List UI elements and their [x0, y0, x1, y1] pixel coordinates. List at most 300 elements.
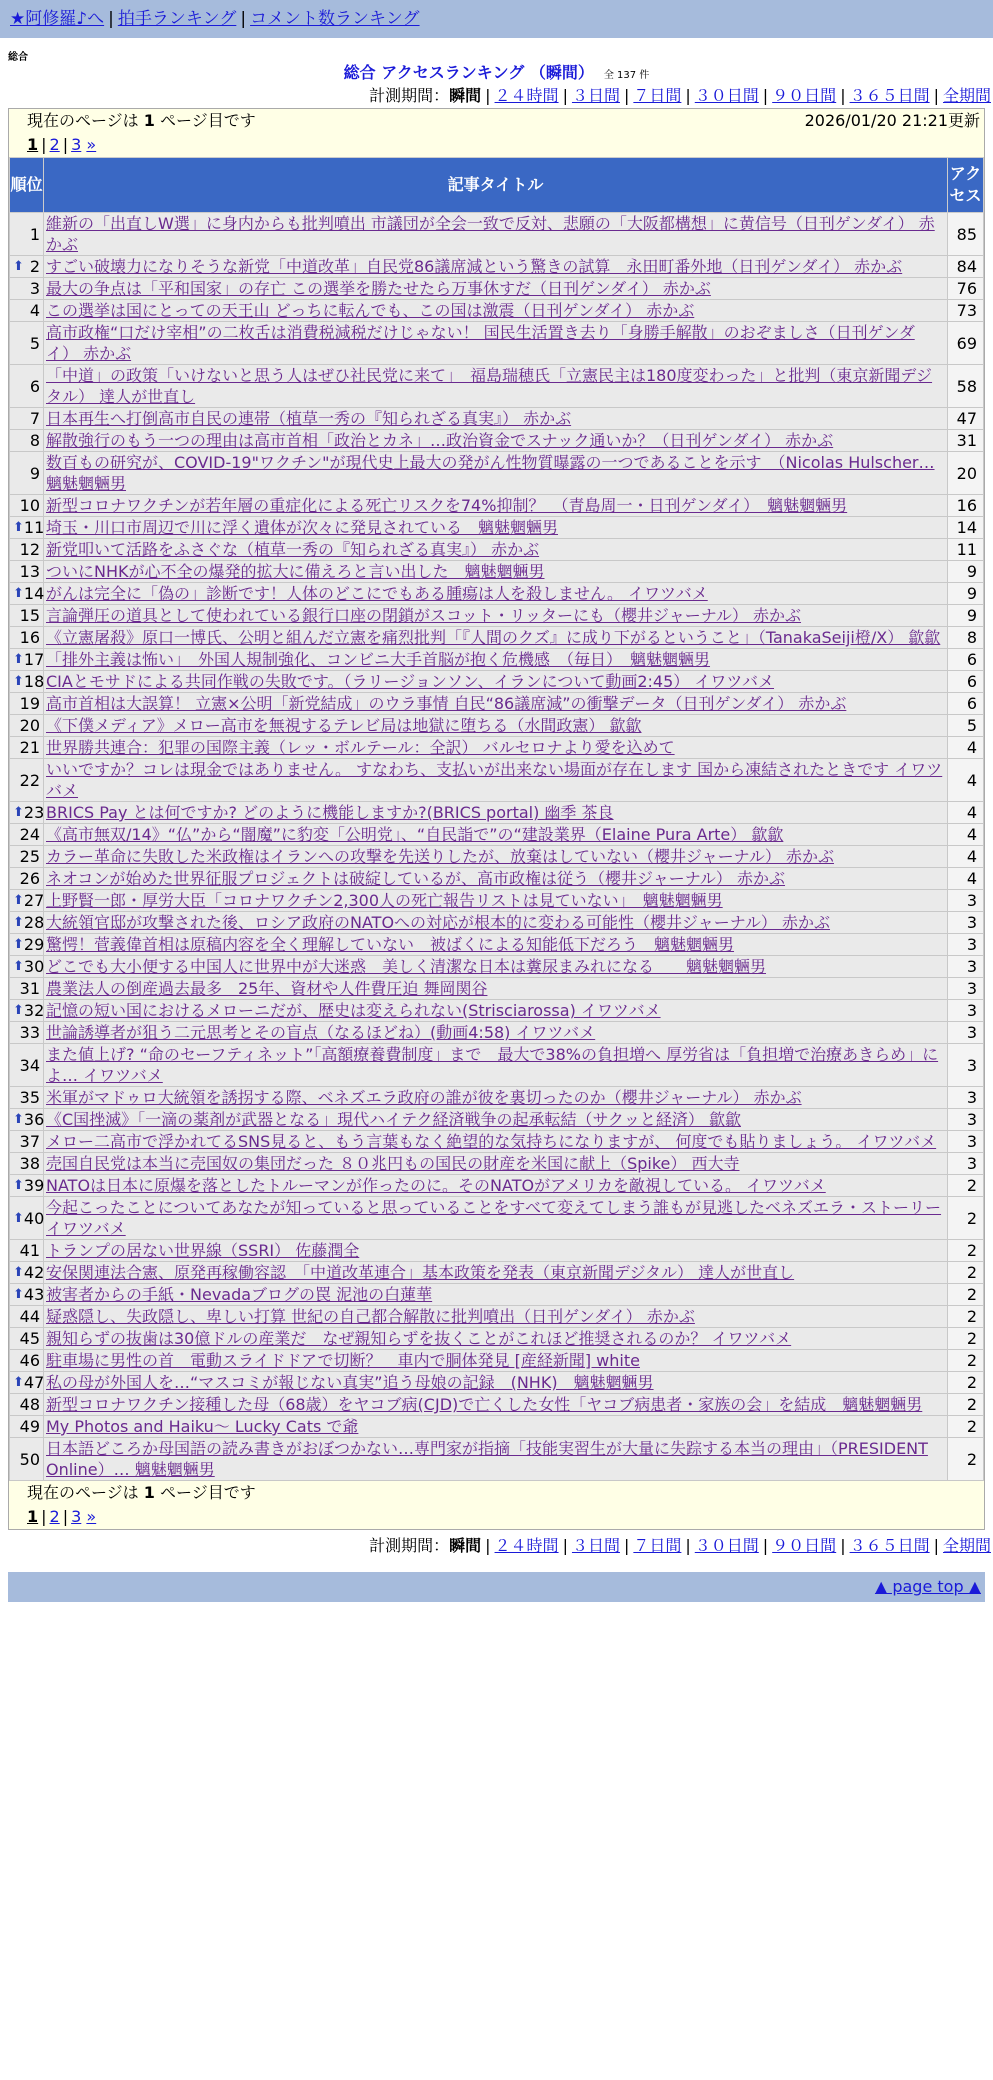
pager-page-link[interactable]: 3	[71, 135, 82, 154]
title-cell	[44, 365, 948, 408]
ranking-heading	[0, 62, 993, 84]
header-rank: 順位	[10, 158, 44, 213]
rank-cell	[10, 1109, 44, 1131]
title-cell	[44, 1087, 948, 1109]
period-option-link[interactable]: ９０日間	[772, 86, 837, 105]
article-link[interactable]: 米軍がマドゥロ大統領を誘拐する際、ベネズエラ政府の誰が彼を裏切ったのか（櫻井ジャーナル） 赤かぶ	[46, 1088, 802, 1107]
table-row	[10, 213, 984, 256]
title-cell	[44, 978, 948, 1000]
rank-number: 39	[23, 1176, 45, 1195]
rank-up-arrow-icon: ⬆	[13, 1178, 24, 1193]
rank-cell	[10, 213, 44, 256]
access-count: 3	[948, 956, 984, 978]
rank-number: 45	[19, 1329, 40, 1348]
title-cell	[44, 715, 948, 737]
title-cell	[44, 408, 948, 430]
title-cell	[44, 1240, 948, 1262]
period-option-link[interactable]: ７日間	[633, 86, 682, 105]
table-row	[10, 1394, 984, 1416]
article-link[interactable]: 最大の争点は「平和国家」の存亡 この選挙を勝たせたら万事休すだ（日刊ゲンダイ） 赤かぶ	[46, 279, 711, 298]
table-row	[10, 365, 984, 408]
period-option-link[interactable]: ７日間	[633, 1536, 682, 1555]
rank-cell	[10, 1000, 44, 1022]
rank-number: 14	[23, 584, 45, 603]
period-option-link[interactable]: ３０日間	[694, 1536, 759, 1555]
access-count: 4	[948, 802, 984, 824]
rank-number: 19	[19, 694, 40, 713]
rank-up-arrow-icon: ⬆	[13, 1375, 24, 1390]
title-cell	[44, 605, 948, 627]
article-link[interactable]: 記憶の短い国におけるメローニだが、歴史は変えられない(Strisciarossa) イワツバメ	[46, 1001, 661, 1020]
comment-ranking-link[interactable]: コメント数ランキング	[250, 9, 420, 29]
period-option-link[interactable]: ３６５日間	[849, 1536, 930, 1555]
access-count: 2	[948, 1372, 984, 1394]
access-count: 3	[948, 1109, 984, 1131]
table-row	[10, 1197, 984, 1240]
rank-number: 38	[19, 1154, 40, 1173]
rank-number: 18	[23, 672, 45, 691]
access-count: 20	[948, 452, 984, 495]
article-link[interactable]: どこでも大小便する中国人に世界中が大迷惑 美しく清潔な日本は糞尿まみれになる 魑魅魍魎男	[46, 957, 767, 976]
access-count: 3	[948, 934, 984, 956]
table-row	[10, 495, 984, 517]
title-cell	[44, 517, 948, 539]
access-count: 3	[948, 1044, 984, 1087]
period-option-link[interactable]: 全期間	[942, 86, 991, 105]
access-count: 3	[948, 912, 984, 934]
rank-up-arrow-icon: ⬆	[13, 586, 24, 601]
period-separator: |	[840, 86, 846, 105]
title-cell	[44, 1262, 948, 1284]
table-row	[10, 1438, 984, 1481]
rank-up-arrow-icon: ⬆	[13, 893, 24, 908]
article-link[interactable]: 新党叩いて活路をふさぐな（植草一秀の『知られざる真実』） 赤かぶ	[46, 540, 540, 559]
rank-number: 5	[29, 333, 40, 353]
title-cell	[44, 1350, 948, 1372]
article-link[interactable]: 世論誘導者が狙う二元思考とその盲点（なるほどね）(動画4:58) イワツバメ	[46, 1023, 596, 1042]
article-link[interactable]: ネオコンが始めた世界征服プロジェクトは破綻しているが、高市政権は従う（櫻井ジャーナル） 赤かぶ	[46, 869, 786, 888]
article-link[interactable]: 大統領官邸が攻撃された後、ロシア政府のNATOへの対応が根本的に変わる可能性（櫻井ジャーナル） 赤かぶ	[46, 913, 831, 932]
access-count: 3	[948, 890, 984, 912]
rank-number: 10	[19, 496, 40, 515]
period-option-link[interactable]: ９０日間	[772, 1536, 837, 1555]
article-link[interactable]: 売国自民党は本当に売国奴の集団だった ８０兆円もの国民の財産を米国に献上（Spike） 西大寺	[46, 1154, 740, 1173]
period-selector	[0, 84, 993, 108]
article-link[interactable]: 上野賢一郎・厚労大臣「コロナワクチン2,300人の死亡報告リストは見ていない」 魑魅魍魎男	[46, 891, 723, 910]
title-cell	[44, 1306, 948, 1328]
rank-up-arrow-icon: ⬆	[13, 805, 24, 820]
table-row	[10, 759, 984, 802]
rank-number: 33	[19, 1023, 40, 1042]
access-count: 3	[948, 1022, 984, 1044]
title-cell	[44, 1000, 948, 1022]
rank-cell	[10, 1044, 44, 1087]
table-row	[10, 1328, 984, 1350]
title-cell	[44, 1394, 948, 1416]
access-count: 4	[948, 824, 984, 846]
rank-up-arrow-icon: ⬆	[13, 520, 24, 535]
table-row	[10, 322, 984, 365]
period-option-link[interactable]: ２４時間	[494, 1536, 559, 1555]
rank-cell	[10, 1022, 44, 1044]
rank-up-arrow-icon: ⬆	[13, 259, 24, 274]
rank-number: 36	[23, 1110, 45, 1129]
rank-cell	[10, 1131, 44, 1153]
access-count: 4	[948, 737, 984, 759]
article-link[interactable]: いいですか？コレは現金ではありません。 すなわち、支払いが出来ない場面が存在します 国から凍結されたときです イワツバメ	[46, 760, 943, 800]
access-count: 6	[948, 649, 984, 671]
access-count: 2	[948, 1197, 984, 1240]
rank-number: 4	[29, 301, 40, 320]
table-row	[10, 1284, 984, 1306]
table-row	[10, 256, 984, 278]
rank-cell	[10, 1328, 44, 1350]
rank-cell	[10, 1175, 44, 1197]
rank-number: 34	[19, 1055, 40, 1075]
access-count: 31	[948, 430, 984, 452]
article-link[interactable]: CIAとモサドによる共同作戦の失敗です。（ラリージョンソン、イランについて動画2:45） イワツバメ	[46, 672, 775, 691]
page-text-prefix: 現在のページは	[27, 1483, 144, 1502]
rank-cell	[10, 956, 44, 978]
period-option-link[interactable]: ２４時間	[494, 86, 559, 105]
table-row	[10, 934, 984, 956]
rank-cell	[10, 802, 44, 824]
article-link[interactable]: NATOは日本に原爆を落としたトルーマンが作ったのに。そのNATOがアメリカを敵視している。 イワツバメ	[46, 1176, 826, 1195]
table-row	[10, 978, 984, 1000]
period-option-link[interactable]: ３６５日間	[849, 86, 930, 105]
title-cell	[44, 539, 948, 561]
rank-number: 12	[19, 540, 40, 559]
article-link[interactable]: ついにNHKが心不全の爆発的拡大に備えろと言い出した 魑魅魍魎男	[46, 562, 545, 581]
article-link[interactable]: 《下僕メディア》メロー高市を無視するテレビ局は地獄に堕ちる（水間政憲） 歙歙	[46, 716, 642, 735]
table-row	[10, 890, 984, 912]
title-cell	[44, 1372, 948, 1394]
period-separator: |	[485, 1536, 491, 1555]
table-row	[10, 278, 984, 300]
rank-number: 27	[23, 891, 45, 910]
table-row	[10, 649, 984, 671]
rank-number: 46	[19, 1351, 40, 1370]
rank-number: 40	[23, 1208, 45, 1228]
page-text-suffix: ページ目です	[154, 111, 256, 130]
period-label: 計測期間：	[369, 1536, 450, 1555]
rank-cell	[10, 978, 44, 1000]
article-link[interactable]: メロー二高市で浮かれてるSNS見ると、もう言葉もなく絶望的な気持ちになりますが、 何度でも貼りましょう。 イワツバメ	[46, 1132, 937, 1151]
title-cell	[44, 300, 948, 322]
rank-up-arrow-icon: ⬆	[13, 1003, 24, 1018]
rank-number: 28	[23, 913, 45, 932]
table-row	[10, 1153, 984, 1175]
table-row	[10, 1350, 984, 1372]
period-separator: |	[840, 1536, 846, 1555]
rank-cell	[10, 824, 44, 846]
article-link[interactable]: 疑惑隠し、失政隠し、卑しい打算 世紀の自己都合解散に批判噴出（日刊ゲンダイ） 赤かぶ	[46, 1307, 695, 1326]
table-row	[10, 1240, 984, 1262]
article-link[interactable]: 《高市無双/14》“仏”から“闇魔”に豹変「公明党」、“自民詣で”の“建設業界（Elaine Pura Arte） 歙歙	[46, 825, 784, 844]
title-cell	[44, 452, 948, 495]
page-text-suffix: ページ目です	[154, 1483, 256, 1502]
pager-page-link[interactable]: 2	[49, 1507, 60, 1526]
rank-cell	[10, 846, 44, 868]
article-link[interactable]: BRICS Pay とは何ですか? どのように機能しますか?(BRICS portal) 幽季 茶良	[46, 803, 614, 822]
table-row	[10, 737, 984, 759]
rank-number: 20	[19, 716, 40, 735]
header-access: アク セス	[948, 158, 984, 213]
access-count: 8	[948, 627, 984, 649]
rank-cell	[10, 1284, 44, 1306]
article-link[interactable]: 「排外主義は怖い」 外国人規制強化、コンビニ大手首脳が抱く危機感 （毎日） 魑魅魍魎男	[46, 650, 711, 669]
access-count: 69	[948, 322, 984, 365]
article-link[interactable]: 安保関連法合憲、原発再稼働容認 「中道改革連合」基本政策を発表（東京新聞デジタル） 達人が世直し	[46, 1263, 795, 1282]
article-link[interactable]: 新型コロナワクチンが若年層の重症化による死亡リスクを74%抑制？ （青島周一・日刊ゲンダイ） 魑魅魍魎男	[46, 496, 848, 515]
rank-number: 43	[23, 1285, 45, 1304]
title-cell	[44, 824, 948, 846]
rank-up-arrow-icon: ⬆	[13, 959, 24, 974]
clap-ranking-link[interactable]: 拍手ランキング	[117, 9, 237, 29]
pager-current-page: 1	[27, 1507, 39, 1526]
period-option-link[interactable]: ３日間	[571, 1536, 620, 1555]
page-top-link[interactable]: ▲ page top ▲	[874, 1577, 981, 1596]
access-count: 9	[948, 561, 984, 583]
period-label: 計測期間：	[369, 86, 450, 105]
period-option-current: 瞬間	[449, 1536, 482, 1555]
table-row	[10, 517, 984, 539]
table-row	[10, 1262, 984, 1284]
rank-up-arrow-icon: ⬆	[13, 1287, 24, 1302]
article-link[interactable]: 日本再生へ打倒高市自民の連帯（植草一秀の『知られざる真実』） 赤かぶ	[46, 409, 572, 428]
rank-up-arrow-icon: ⬆	[13, 915, 24, 930]
rank-cell	[10, 649, 44, 671]
rank-number: 48	[19, 1395, 40, 1414]
pager-next-link[interactable]: »	[86, 135, 97, 154]
access-count: 2	[948, 1175, 984, 1197]
rank-cell	[10, 737, 44, 759]
rank-number: 13	[19, 562, 40, 581]
rank-cell	[10, 868, 44, 890]
rank-cell	[10, 759, 44, 802]
access-count: 4	[948, 868, 984, 890]
pager-next-link[interactable]: »	[86, 1507, 97, 1526]
table-row	[10, 539, 984, 561]
pager-separator: |	[41, 135, 47, 154]
rank-number: 7	[29, 409, 40, 428]
category-label: 総合	[8, 52, 28, 63]
article-link[interactable]: 新型コロナワクチン接種した母（68歳）をヤコブ病(CJD)で亡くした女性「ヤコブ病患者・家族の会」を結成 魑魅魍魎男	[46, 1395, 923, 1414]
rank-cell	[10, 1197, 44, 1240]
table-row	[10, 1109, 984, 1131]
article-link[interactable]: 世界勝共連合：犯罪の国際主義（レッ・ボルテール：全訳） バルセロナより愛を込めて	[46, 738, 675, 757]
table-row	[10, 627, 984, 649]
rank-cell	[10, 1394, 44, 1416]
table-row	[10, 1175, 984, 1197]
access-count: 16	[948, 495, 984, 517]
access-count: 3	[948, 1153, 984, 1175]
rank-cell	[10, 1087, 44, 1109]
rank-up-arrow-icon: ⬆	[13, 674, 24, 689]
rank-cell	[10, 1416, 44, 1438]
rank-number: 44	[19, 1307, 40, 1326]
access-count: 2	[948, 1306, 984, 1328]
table-row	[10, 715, 984, 737]
article-link[interactable]: 高市政権“口だけ宰相”の二枚舌は消費税減税だけじゃない！ 国民生活置き去り「身勝手解散」のおぞましさ（日刊ゲンダイ） 赤かぶ	[46, 323, 915, 363]
ranking-title: 総合 アクセスランキング （瞬間）	[343, 63, 594, 82]
ranking-panel	[8, 108, 985, 1530]
rank-number: 35	[19, 1088, 40, 1107]
table-row	[10, 693, 984, 715]
title-cell	[44, 322, 948, 365]
title-cell	[44, 1438, 948, 1481]
rank-number: 49	[19, 1417, 40, 1436]
access-count: 2	[948, 1438, 984, 1481]
period-option-link[interactable]: ３０日間	[694, 86, 759, 105]
period-separator: |	[623, 86, 630, 105]
table-row	[10, 561, 984, 583]
article-link[interactable]: 言論弾圧の道具として使われている銀行口座の閉鎖がスコット・リッターにも（櫻井ジャーナル） 赤かぶ	[46, 606, 802, 625]
title-cell	[44, 759, 948, 802]
article-link[interactable]: 維新の「出直しW選」に身内からも批判噴出 市議団が全会一致で反対、悲願の「大阪都構想」に黄信号（日刊ゲンダイ） 赤かぶ	[46, 214, 935, 254]
access-count: 9	[948, 583, 984, 605]
title-cell	[44, 956, 948, 978]
access-count: 85	[948, 213, 984, 256]
title-cell	[44, 1416, 948, 1438]
rank-cell	[10, 322, 44, 365]
article-link[interactable]: また値上げ? “命のセーフティネット”「高額療養費制度」まで 最大で38%の負担増へ 厚労省は「負担増で治療あきらめ」によ… イワツバメ	[46, 1045, 939, 1085]
rank-number: 41	[19, 1241, 40, 1260]
article-link[interactable]: 解散強行のもう一つの理由は高市首相「政治とカネ」…政治資金でスナック通いか？（日刊ゲンダイ） 赤かぶ	[46, 431, 834, 450]
title-cell	[44, 1131, 948, 1153]
title-cell	[44, 495, 948, 517]
article-link[interactable]: 埼玉・川口市周辺で川に浮く遺体が次々に発見されている 魑魅魍魎男	[46, 518, 559, 537]
pager-page-link[interactable]: 3	[71, 1507, 82, 1526]
title-cell	[44, 1044, 948, 1087]
rank-number: 6	[29, 376, 40, 396]
article-link[interactable]: 驚愕！菅義偉首相は原稿内容を全く理解していない 被ばくによる知能低下だろう 魑魅魍魎男	[46, 935, 735, 954]
table-row	[10, 912, 984, 934]
article-link[interactable]: 駐車場に男性の首 電動スライドドアで切断？ 車内で胴体発見 [産経新聞] white	[46, 1351, 640, 1370]
access-count: 14	[948, 517, 984, 539]
article-link[interactable]: 《C国挫滅》「一滴の薬剤が武器となる」現代ハイテク経済戦争の起承転結（サクッと経済） 歙歙	[46, 1110, 741, 1129]
table-row	[10, 583, 984, 605]
home-link[interactable]: ★阿修羅♪へ	[10, 9, 105, 29]
rank-cell	[10, 430, 44, 452]
rank-cell	[10, 1438, 44, 1481]
title-cell	[44, 1175, 948, 1197]
title-cell	[44, 1022, 948, 1044]
table-row	[10, 1416, 984, 1438]
table-header-row	[10, 158, 984, 213]
page-info-bottom	[9, 1481, 984, 1505]
article-link[interactable]: トランプの居ない世界線（SSRI） 佐藤潤全	[46, 1241, 360, 1260]
pager	[9, 133, 984, 157]
rank-cell	[10, 1372, 44, 1394]
title-cell	[44, 693, 948, 715]
rank-cell	[10, 517, 44, 539]
article-link[interactable]: 数百もの研究が、COVID-19"ワクチン"が現代史上最大の発がん性物質曝露の一つであることを示す （Nicolas Hulscher… 魑魅魍魎男	[46, 453, 935, 493]
access-count: 2	[948, 1240, 984, 1262]
article-link[interactable]: 私の母が外国人を…“マスコミが報じない真実”追う母娘の記録 (NHK) 魑魅魍魎男	[46, 1373, 654, 1392]
article-link[interactable]: この選挙は国にとっての天王山 どっちに転んでも、この国は激震（日刊ゲンダイ） 赤かぶ	[46, 301, 695, 320]
table-row	[10, 1044, 984, 1087]
article-link[interactable]: 被害者からの手紙・Nevadaブログの罠 泥池の白蓮華	[46, 1285, 433, 1304]
period-option-link[interactable]: 全期間	[942, 1536, 991, 1555]
access-count: 2	[948, 1394, 984, 1416]
title-cell	[44, 890, 948, 912]
pager-current-page: 1	[27, 135, 39, 154]
title-cell	[44, 278, 948, 300]
rank-number: 15	[19, 606, 40, 625]
rank-cell	[10, 1306, 44, 1328]
nav-separator: |	[108, 9, 114, 29]
rank-cell	[10, 365, 44, 408]
rank-number: 23	[23, 803, 45, 822]
rank-cell	[10, 934, 44, 956]
access-count: 2	[948, 1416, 984, 1438]
article-link[interactable]: 日本語どころか母国語の読み書きがおぼつかない…専門家が指摘「技能実習生が大量に失踪する本当の理由」（PRESIDENT Online）… 魑魅魍魎男	[46, 1439, 928, 1479]
article-link[interactable]: 今起こったことについてあなたが知っていると思っていることをすべて変えてしまう誰もが見逃したベネズエラ・ストーリー イワツバメ	[46, 1198, 942, 1238]
period-separator: |	[762, 1536, 769, 1555]
title-cell	[44, 1153, 948, 1175]
table-row	[10, 824, 984, 846]
current-page-number: 1	[143, 1483, 155, 1502]
table-row	[10, 1000, 984, 1022]
rank-cell	[10, 583, 44, 605]
article-link[interactable]: がんは完全に「偽の」診断です！人体のどこにでもある腫瘍は人を殺しません。 イワツバメ	[46, 584, 708, 603]
table-row	[10, 1022, 984, 1044]
access-count: 5	[948, 715, 984, 737]
article-link[interactable]: 高市首相は大誤算！ 立憲×公明「新党結成」のウラ事情 自民“86議席減”の衝撃データ（日刊ゲンダイ） 赤かぶ	[46, 694, 847, 713]
title-cell	[44, 1109, 948, 1131]
pager-separator: |	[62, 1507, 69, 1526]
rank-up-arrow-icon: ⬆	[13, 652, 24, 667]
rank-up-arrow-icon: ⬆	[13, 1265, 24, 1280]
period-option-link[interactable]: ３日間	[571, 86, 620, 105]
period-separator: |	[933, 86, 939, 105]
article-link[interactable]: My Photos and Haiku〜 Lucky Cats で爺	[46, 1417, 359, 1436]
article-link[interactable]: 農業法人の倒産過去最多 25年、資材や人件費圧迫 舞岡関谷	[46, 979, 488, 998]
rank-number: 8	[29, 431, 40, 450]
rank-number: 2	[29, 257, 40, 276]
pager-bottom	[9, 1505, 984, 1529]
article-link[interactable]: 《立憲屠殺》原口一博氏、公明と組んだ立憲を痛烈批判「『人間のクズ』に成り下がるということ」（TanakaSeiji橙/X） 歙歙	[46, 628, 941, 647]
article-link[interactable]: カラー革命に失敗した米政権はイランへの攻撃を先送りしたが、放棄はしていない（櫻井ジャーナル） 赤かぶ	[46, 847, 834, 866]
title-cell	[44, 1197, 948, 1240]
rank-cell	[10, 452, 44, 495]
period-separator: |	[685, 86, 691, 105]
period-selector-bottom	[0, 1534, 993, 1558]
table-row	[10, 956, 984, 978]
access-count: 11	[948, 539, 984, 561]
title-cell	[44, 868, 948, 890]
rank-cell	[10, 627, 44, 649]
pager-page-link[interactable]: 2	[49, 135, 60, 154]
access-count: 4	[948, 846, 984, 868]
access-count: 6	[948, 693, 984, 715]
table-row	[10, 802, 984, 824]
rank-number: 29	[23, 935, 45, 954]
article-link[interactable]: すごい破壊力になりそうな新党「中道改革」自民党86議席減という驚きの試算 永田町番外地（日刊ゲンダイ） 赤かぶ	[46, 257, 903, 276]
rank-number: 30	[23, 957, 45, 976]
access-count: 3	[948, 1000, 984, 1022]
footer-bar	[8, 1572, 985, 1602]
access-count: 2	[948, 1350, 984, 1372]
access-count: 4	[948, 759, 984, 802]
article-link[interactable]: 「中道」の政策「いけないと思う人はぜひ社民党に来て」 福島瑞穂氏「立憲民主は180度変わった」と批判（東京新聞デジタル） 達人が世直し	[46, 366, 933, 406]
article-link[interactable]: 親知らずの抜歯は30億ドルの産業だ なぜ親知らずを抜くことがこれほど推奨されるのか？ イワツバメ	[46, 1329, 792, 1348]
access-count: 3	[948, 1087, 984, 1109]
title-cell	[44, 430, 948, 452]
access-count: 73	[948, 300, 984, 322]
period-separator: |	[562, 86, 568, 105]
